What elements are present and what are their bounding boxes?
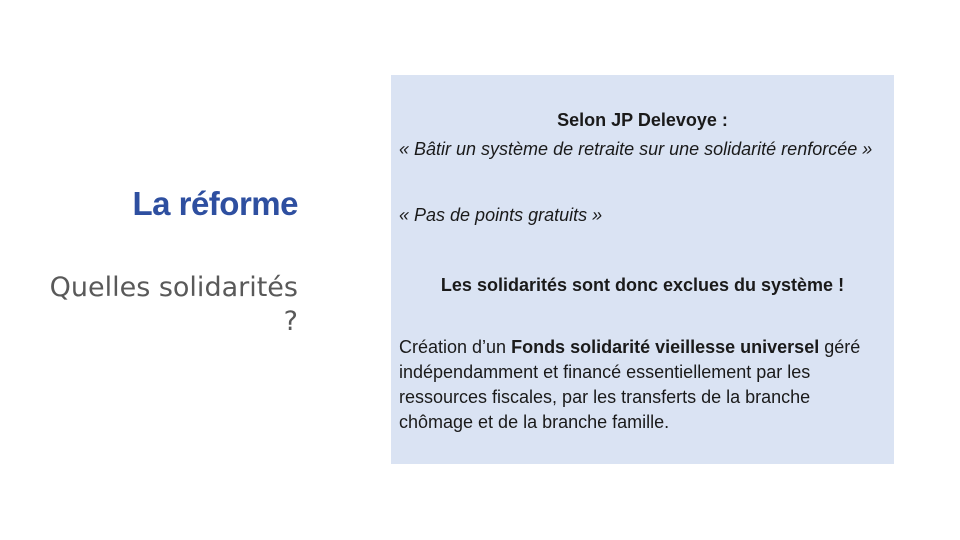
quote-points-gratuits: « Pas de points gratuits » [399,205,603,225]
quote-solidarite: « Bâtir un système de retraite sur une solidarité renforcée » [399,139,873,159]
fonds-paragraph [399,335,886,435]
content-box [391,75,894,464]
slide-subtitle: Quelles solidarités ? [49,272,298,337]
paragraph-bold: Fonds solidarité vieillesse universel [511,337,820,357]
paragraph-prefix: Création d’un [399,337,512,357]
paragraph-suffix: géré indépendamment et financé essentiellement par les ressources fiscales, par les transferts de la branche chômage et de la branche famille. [399,337,861,432]
conclusion-text: Les solidarités sont donc exclues du système ! [440,275,845,295]
slide-title: La réforme [132,185,298,222]
content-box-inner [399,75,886,464]
content-heading: Selon JP Delevoye : [557,110,728,130]
